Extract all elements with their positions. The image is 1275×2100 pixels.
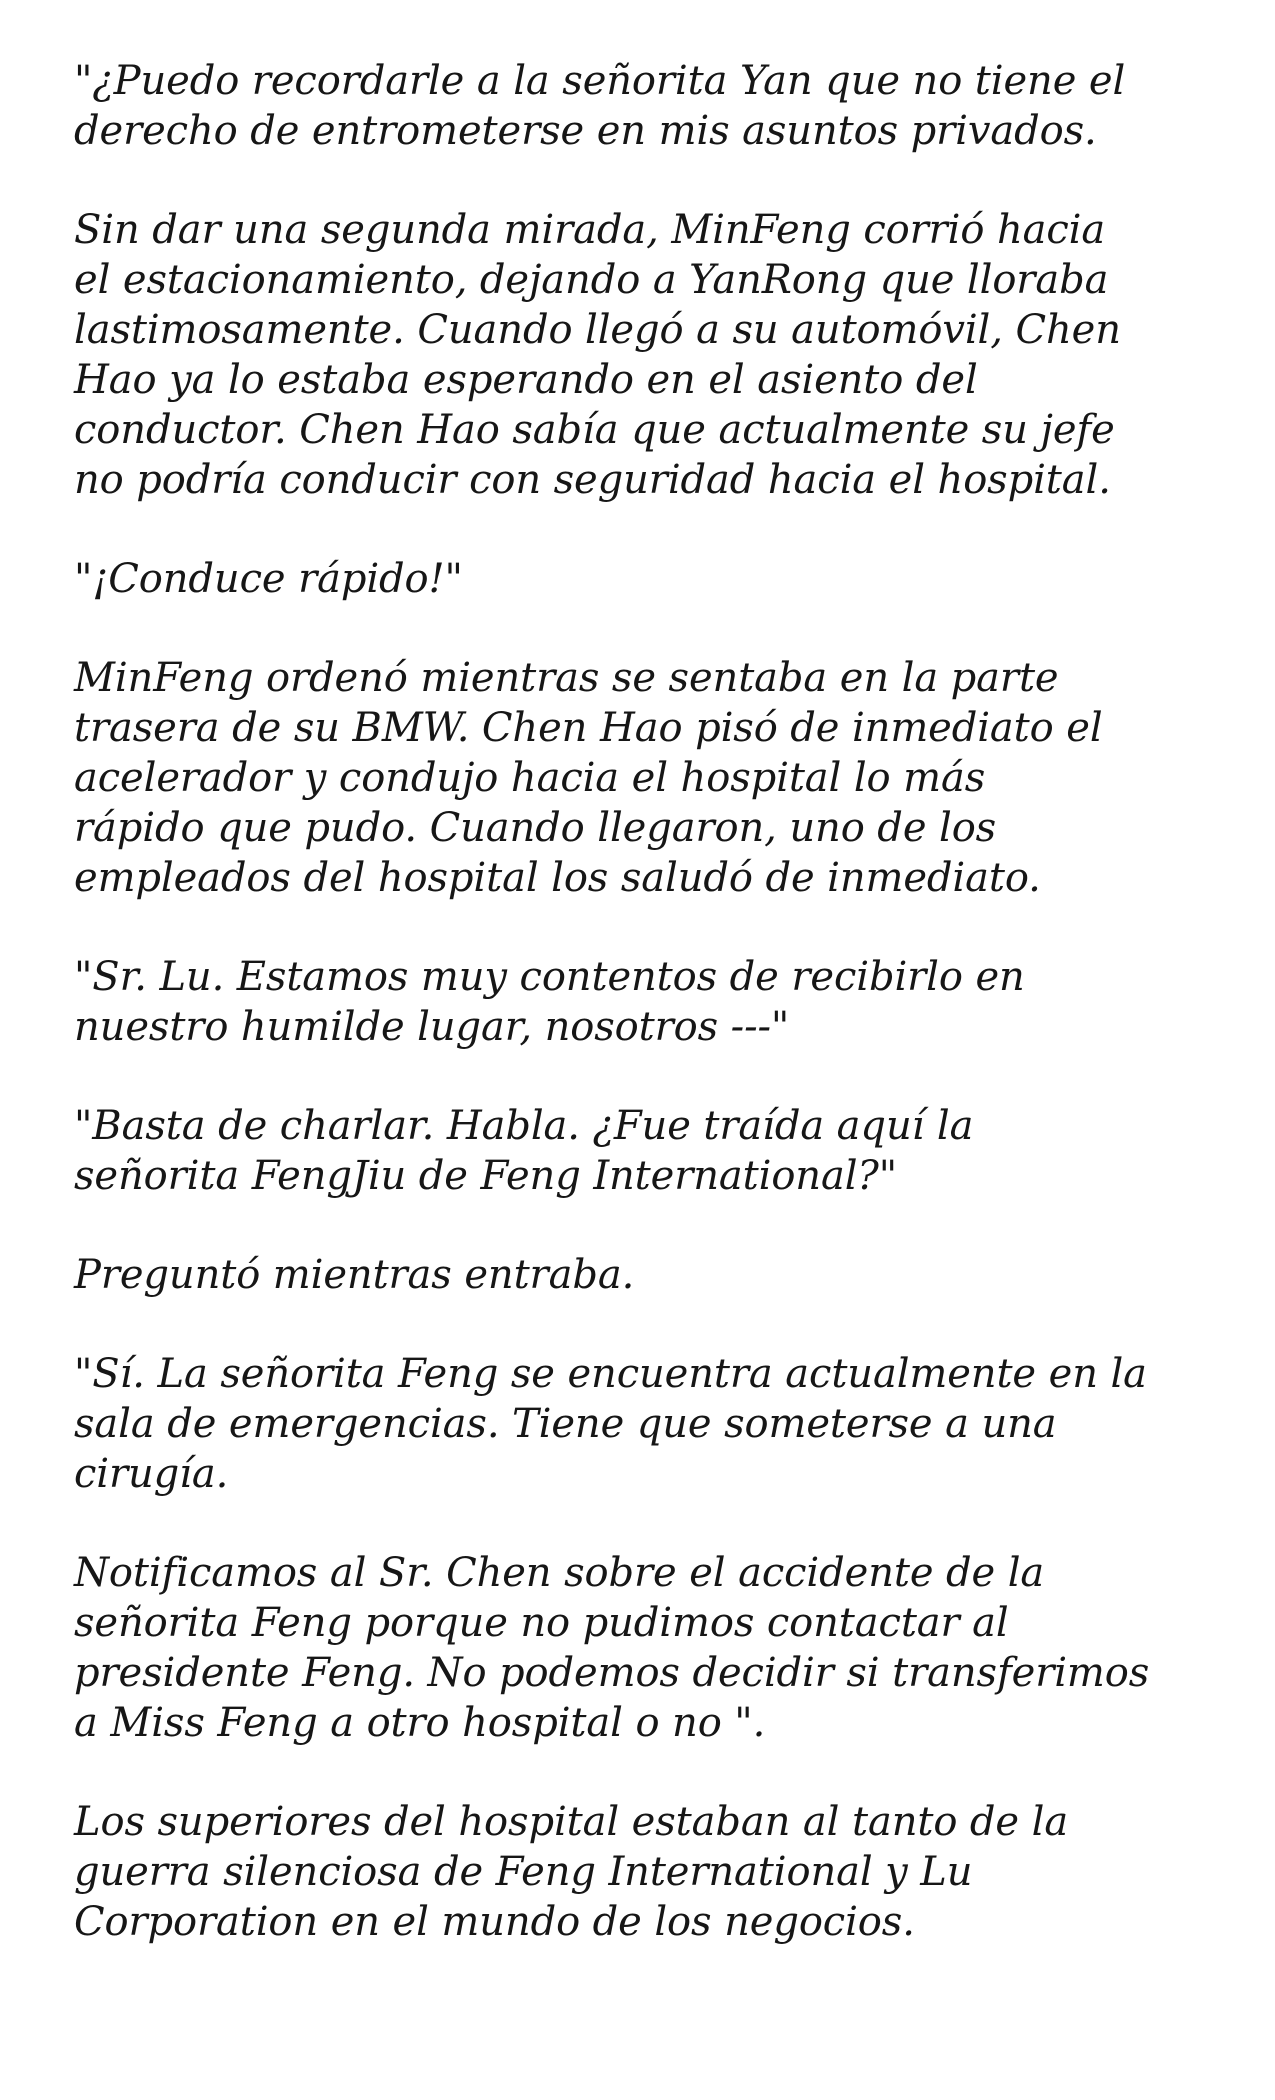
text-line: Sin dar una segunda mirada, MinFeng corrió hacia	[74, 207, 1106, 253]
paragraph-8	[74, 1349, 1224, 1499]
paragraph-4	[74, 653, 1224, 903]
text-line: "¡Conduce rápido!"	[74, 556, 463, 602]
text-line: "¿Puedo recordarle a la señorita Yan que no tiene el	[74, 58, 1126, 104]
text-line: rápido que pudo. Cuando llegaron, uno de los	[74, 805, 997, 851]
text-line: conductor. Chen Hao sabía que actualmente su jefe	[74, 407, 1115, 453]
text-line: cirugía.	[74, 1451, 229, 1497]
text-line: a Miss Feng a otro hospital o no ".	[74, 1700, 766, 1746]
text-line: trasera de su BMW. Chen Hao pisó de inmediato el	[74, 705, 1103, 751]
text-line: Corporation en el mundo de los negocios.	[74, 1899, 915, 1945]
document-page	[74, 56, 1224, 1996]
paragraph-5	[74, 952, 1224, 1052]
text-line: "Sr. Lu. Estamos muy contentos de recibirlo en	[74, 954, 1025, 1000]
text-line: no podría conducir con seguridad hacia el hospital.	[74, 457, 1111, 503]
text-line: Notificamos al Sr. Chen sobre el accidente de la	[74, 1550, 1045, 1596]
paragraph-3	[74, 554, 1224, 604]
text-line: empleados del hospital los saludó de inmediato.	[74, 855, 1041, 901]
text-line: señorita Feng porque no pudimos contactar al	[74, 1600, 1009, 1646]
text-line: Los superiores del hospital estaban al tanto de la	[74, 1799, 1069, 1845]
text-line: Hao ya lo estaba esperando en el asiento del	[74, 357, 978, 403]
text-line: el estacionamiento, dejando a YanRong que lloraba	[74, 257, 1109, 303]
paragraph-1	[74, 56, 1224, 156]
paragraph-2	[74, 205, 1224, 505]
text-line: lastimosamente. Cuando llegó a su automóvil, Chen	[74, 307, 1121, 353]
text-line: nuestro humilde lugar, nosotros ---"	[74, 1004, 790, 1050]
text-line: guerra silenciosa de Feng International y Lu	[74, 1849, 973, 1895]
text-line: derecho de entrometerse en mis asuntos privados.	[74, 108, 1097, 154]
text-line: "Sí. La señorita Feng se encuentra actualmente en la	[74, 1351, 1147, 1397]
text-line: "Basta de charlar. Habla. ¿Fue traída aquí la	[74, 1103, 974, 1149]
text-line: MinFeng ordenó mientras se sentaba en la parte	[74, 655, 1059, 701]
paragraph-7	[74, 1250, 1224, 1300]
text-line: presidente Feng. No podemos decidir si transferimos	[74, 1650, 1150, 1696]
text-line: acelerador y condujo hacia el hospital lo más	[74, 755, 986, 801]
paragraph-9	[74, 1548, 1224, 1748]
text-line: Preguntó mientras entraba.	[74, 1252, 635, 1298]
text-line: señorita FengJiu de Feng International?"	[74, 1153, 898, 1199]
text-line: sala de emergencias. Tiene que someterse a una	[74, 1401, 1057, 1447]
paragraph-6	[74, 1101, 1224, 1201]
paragraph-10	[74, 1797, 1224, 1947]
